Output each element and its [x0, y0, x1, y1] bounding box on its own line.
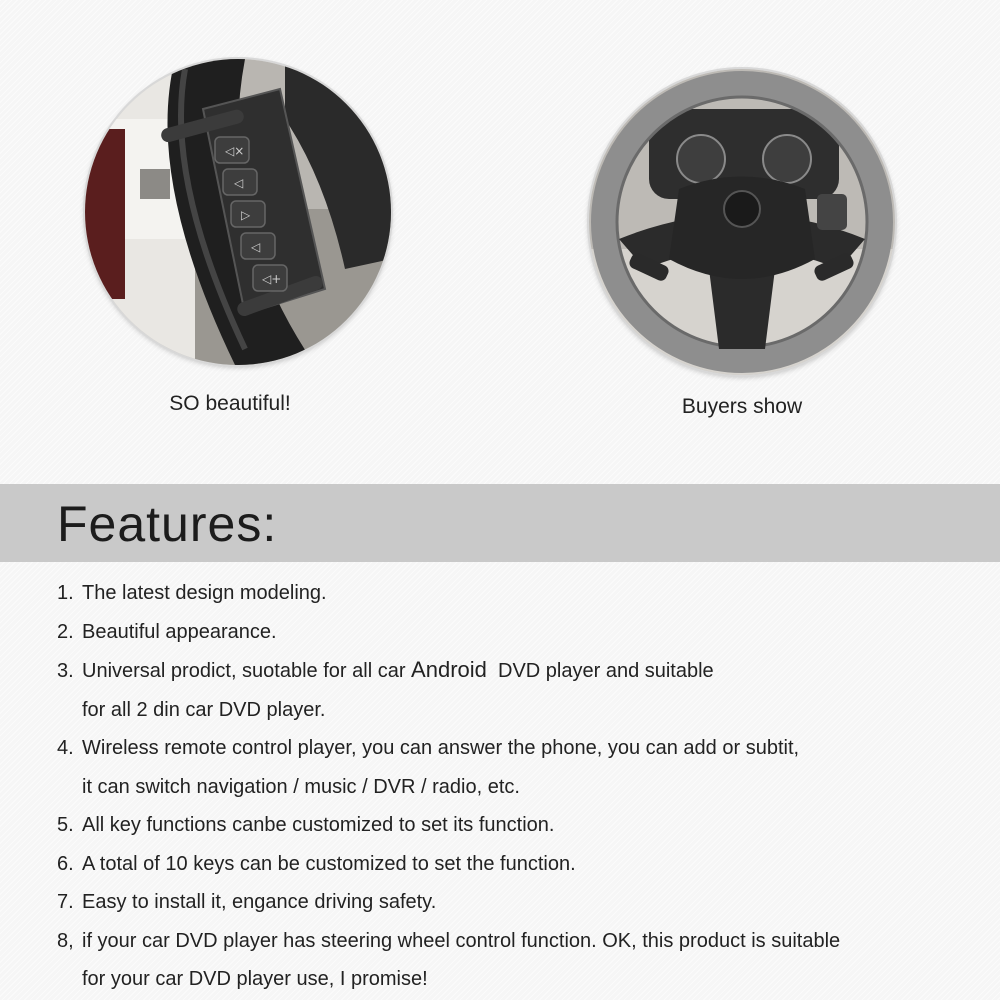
feature-item-2	[57, 613, 957, 652]
feature-text: Easy to install it, engance driving safety.	[82, 891, 437, 913]
feature-text: All key functions canbe customized to set its function.	[82, 814, 555, 836]
feature-number: 1.	[57, 582, 74, 604]
feature-number: 3.	[57, 660, 74, 682]
svg-text:◁×: ◁×	[225, 144, 245, 158]
feature-item-5	[57, 806, 957, 845]
feature-number: 5.	[57, 814, 74, 836]
steering-wheel-photo	[589, 69, 895, 375]
feature-item-3	[57, 651, 957, 729]
feature-text: Beautiful appearance.	[82, 620, 277, 643]
feature-text: Wireless remote control player, you can answer the phone, you can add or subtit,	[82, 737, 800, 759]
feature-item-7	[57, 883, 957, 922]
feature-text-continued: for all 2 din car DVD player.	[82, 698, 326, 721]
remote-closeup-photo	[85, 59, 391, 365]
feature-number: 8,	[57, 929, 74, 952]
remote-closeup-illustration	[85, 59, 391, 365]
features-list	[57, 574, 957, 999]
feature-text-android: Android	[411, 657, 487, 682]
feature-text: The latest design modeling.	[82, 582, 327, 604]
feature-number: 4.	[57, 737, 74, 759]
svg-text:◁+: ◁+	[262, 272, 282, 286]
feature-item-4	[57, 729, 957, 806]
steering-wheel-illustration	[589, 69, 895, 375]
feature-number: 7.	[57, 891, 74, 913]
caption-buyers-show: Buyers show	[681, 395, 803, 418]
feature-text: if your car DVD player has steering wheel control function. OK, this product is suitable	[82, 929, 841, 952]
feature-text: A total of 10 keys can be customized to set the function.	[82, 852, 576, 875]
feature-text-continued: for your car DVD player use, I promise!	[82, 968, 428, 990]
feature-text-post: DVD player and suitable	[486, 660, 714, 682]
feature-item-8	[57, 922, 957, 999]
caption-so-beautiful: SO beautiful!	[169, 392, 291, 415]
features-title: Features:	[57, 496, 278, 552]
svg-text:◁: ◁	[234, 176, 244, 190]
feature-item-6	[57, 845, 957, 884]
feature-number: 6.	[57, 852, 74, 875]
svg-text:▷: ▷	[241, 208, 251, 222]
feature-text-pre: Universal prodict, suotable for all car	[82, 660, 412, 682]
feature-number: 2.	[57, 620, 74, 643]
feature-text-continued: it can switch navigation / music / DVR / radio, etc.	[82, 775, 520, 798]
svg-text:◁: ◁	[251, 240, 261, 254]
feature-item-1	[57, 574, 957, 613]
